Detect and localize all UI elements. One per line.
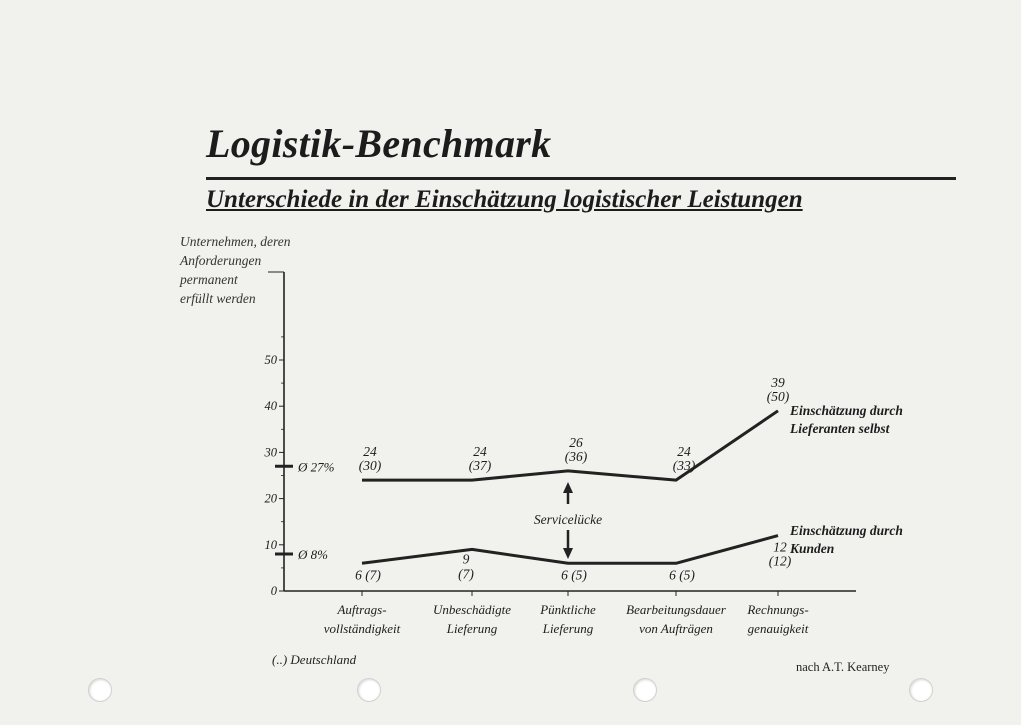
x-tick-label: Lieferung bbox=[446, 621, 498, 636]
data-label-germany: (7) bbox=[458, 566, 474, 582]
y-tick-label: 50 bbox=[264, 353, 277, 367]
data-label: 24 bbox=[363, 444, 377, 460]
y-axis-label-line: permanent bbox=[180, 272, 238, 287]
source-note: nach A.T. Kearney bbox=[796, 660, 890, 674]
series-name-label: Einschätzung durch bbox=[790, 523, 903, 538]
punch-hole bbox=[909, 678, 933, 702]
punch-hole bbox=[633, 678, 657, 702]
y-axis-label-line: Anforderungen bbox=[180, 253, 262, 268]
x-tick-label: Lieferung bbox=[542, 621, 594, 636]
data-label: 24 bbox=[677, 444, 691, 460]
data-label: 6 (5) bbox=[669, 567, 695, 583]
average-label: Ø 8% bbox=[298, 547, 328, 563]
x-tick-label: Bearbeitungsdauer bbox=[626, 602, 726, 617]
page-subtitle: Unterschiede in der Einschätzung logistischer Leistungen bbox=[206, 186, 803, 213]
data-label: 12 bbox=[773, 539, 787, 555]
series-name-label: Lieferanten selbst bbox=[790, 421, 890, 436]
data-label: 6 (5) bbox=[561, 567, 587, 583]
footnote: (..) Deutschland bbox=[272, 652, 357, 667]
gap-annotation: Servicelücke bbox=[533, 512, 603, 527]
series-name-label: Kunden bbox=[790, 541, 835, 556]
y-tick-label: 0 bbox=[270, 584, 277, 598]
punch-hole bbox=[88, 678, 112, 702]
data-label-germany: (30) bbox=[358, 458, 382, 474]
x-tick-label: Auftrags- bbox=[337, 602, 387, 617]
data-label: 26 bbox=[569, 434, 583, 450]
data-label-germany: (36) bbox=[564, 448, 588, 464]
x-tick-label: vollständigkeit bbox=[323, 621, 401, 636]
data-label: 6 (7) bbox=[355, 567, 381, 583]
series-name-label: Einschätzung durch bbox=[790, 403, 903, 418]
data-label: 24 bbox=[473, 444, 487, 460]
data-label-germany: (33) bbox=[672, 458, 696, 474]
data-label-germany: (12) bbox=[768, 553, 792, 569]
x-tick-label: Pünktliche bbox=[540, 602, 596, 617]
gap-arrow-down-head bbox=[563, 548, 573, 559]
y-axis-label-line: Unternehmen, deren bbox=[180, 234, 291, 249]
y-tick-label: 10 bbox=[264, 537, 277, 552]
x-tick-label: Rechnungs- bbox=[747, 602, 809, 617]
data-label-germany: (37) bbox=[468, 458, 492, 474]
average-label: Ø 27% bbox=[298, 459, 335, 475]
page-title: Logistik-Benchmark bbox=[206, 121, 552, 166]
y-tick-label: 40 bbox=[264, 399, 277, 414]
x-tick-label: genauigkeit bbox=[747, 621, 809, 636]
data-label: 9 bbox=[462, 551, 470, 567]
gap-arrow-up-head bbox=[563, 482, 573, 493]
data-label: 39 bbox=[771, 374, 785, 390]
y-tick-label: 30 bbox=[264, 445, 277, 460]
x-tick-label: von Aufträgen bbox=[639, 621, 713, 636]
x-tick-label: Unbeschädigte bbox=[433, 602, 511, 617]
punch-hole bbox=[357, 678, 381, 702]
y-axis-label-line: erfüllt werden bbox=[180, 291, 256, 306]
y-tick-label: 20 bbox=[264, 491, 277, 506]
data-label-germany: (50) bbox=[766, 388, 790, 404]
